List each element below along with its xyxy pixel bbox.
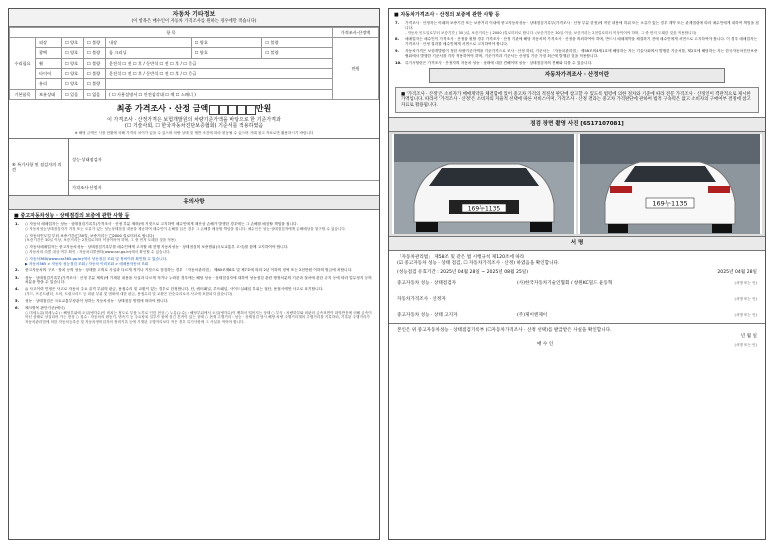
signers <box>389 275 765 323</box>
note-text: ◎ 사고이력 인정은 사고로 자동차 주요 골격 부위의 판금, 용접수리 및 교환이 있는 경우로 한정합니다. 단, 쿼터패널, 루프패널, 사이드실패널 부위는 절단, 용접시에만 사고로 표기합니다. <box>25 287 324 292</box>
repair-row <box>10 38 379 48</box>
note-item <box>15 245 373 254</box>
note-number: 9. <box>395 49 399 54</box>
item-name: 유리 <box>36 79 62 89</box>
photo-title: 점검 장면 촬영 사진 [6517107081] <box>389 118 765 132</box>
signer-role: 중고자동차 성능 · 상태 고지자 <box>397 312 458 318</box>
item-name: 외장 <box>36 38 62 48</box>
note-text: 자동차가격은 보험개발원이 정한 차량기준가액을 기준가격으로 조사 · 산정 하되, 기준서는 「자동차관리법」 제58조의4제1호에 해당하는 자는 기술사회에서 발행한 기준서를, 제2호에 해당하는 자는 한국자동차진단보증협회에서 발행한 기준서를 각각 적용하여야 하며, 기준가격과 기준서는 산정일 기준 가장 최근에 발행된 것을 적용합니다. <box>405 49 758 58</box>
callout-title: 자동차가격조사 · 산정이란 <box>429 68 725 83</box>
note-number: 10. <box>395 60 402 65</box>
note-text: ○ 자동차매매업자는 중고자동차성능 · 상태점검기록부를 매수인에게 고지할 때 현행 자동차성능 · 상태점검의 보증범위(국토교통부 고시)를 함께 고지하여야 합니다. <box>25 245 289 250</box>
signer-stamp: (서명 또는 인) <box>734 297 757 302</box>
note-item <box>15 276 373 285</box>
note-number: 1. <box>15 222 19 227</box>
option-bad[interactable]: ☐ 불량 <box>84 48 106 58</box>
sign-section <box>389 236 765 347</box>
col-item: 항 목 <box>10 27 333 37</box>
other-info-subtitle: (이 항목은 매수인이 자동차 가격조사를 원하는 경우에만 적습니다) <box>131 18 257 24</box>
note-item <box>15 234 373 243</box>
note-number: 2. <box>15 268 19 273</box>
note-sub: (후드, 프론트펜더, 도어, 트렁크리드 등 외판 부위 및 범퍼에 대한 판금, 용접수리 및 교환은 단순수리로서 사고에 포함되지 않습니다) <box>25 291 233 296</box>
notice-title: ■ 중고자동차성능 · 상태점검의 보증에 관한 사항 등 <box>14 212 130 219</box>
receipt-text: 본인은 위 중고자동차성능 · 상태점검기록부 (☐자동차가격조사 · 산정 선택)를 발급받은 사실을 확인합니다. <box>389 323 765 334</box>
signer-row <box>389 307 765 323</box>
repair-row <box>10 48 379 58</box>
repair-row <box>10 79 379 89</box>
note-item <box>15 299 373 304</box>
note-sub: ○ 미세누유(미세누수) : 해당부위에 오일(냉각수)이 비치는 정도로 부품 노후로 인한 현상 ○ 누유(누수) : 해당부위에서 오일(냉각수)이 맺혀서 떨어지는 상태 ○ 부식 : 차량하부와 외판의 금속표면이 화학반응에 의해 금속이 아닌 상태로 상실되어 가는 현상 ○ 침수 : 자동차의 원동기, 변속기 등 주요장치 일부가 물에 잠긴 흔적이 있는 상태 ○ 현재 주행거리 : 성능 · 상태점검 당시 해당 차량 주행거리계의 주행거리를 기록하되, 기록된 주행거리가 자동차관리법에 의한 자동차등록증 및 자동차정비업자의 정비기록 등에 기재된 주행거리보다 적은 경우 특기사항에 그 사실을 적어야 합니다. <box>25 310 372 324</box>
option-good[interactable]: ☐ 양호 <box>62 48 84 58</box>
note-item <box>395 61 759 66</box>
note-item <box>395 49 759 58</box>
note-item <box>395 21 759 35</box>
final-price-label: 최종 가격조사 · 산정 금액 <box>116 103 209 113</box>
note-text: ○ 자동차인도일 부터 보증기간(□30일, 보증거리는 □2000 킬로미터로 합니다) <box>25 233 155 238</box>
note-text: ○ 자동차365(www.car365.go.kr)에서 성능점검 조회 및 정비이력 확인할 수 있습니다. <box>25 256 168 261</box>
buyer-stamp: (서명 또는 인) <box>734 342 757 347</box>
option-bad[interactable]: ☐ 불량 <box>84 69 106 79</box>
final-price <box>9 100 379 117</box>
basic-label: 기본품목 <box>10 89 36 99</box>
signer-row <box>389 275 765 291</box>
validity-period: (성능점검 유효기간 : 2025년 04월 28일 ~ 2025년 08월 25일) <box>397 269 529 275</box>
col-price: 가격조사·산정액 <box>333 27 379 37</box>
signer-role: 중고자동차 성능 · 상태점검자 <box>397 280 457 286</box>
repair-row <box>10 69 379 79</box>
repair-table-head <box>10 27 379 37</box>
final-price-unit: 만원 <box>255 103 272 113</box>
photo-row <box>389 132 765 236</box>
option-good[interactable]: ☐ 양호 <box>62 69 84 79</box>
item-name: 휠 <box>36 58 62 68</box>
note-text: 매매업자는 매수인이 가격조사 · 산정을 원할 경우 가격조사 · 산정 기관에 해당 자동차의 가격조사 · 산정을 의뢰하여야 하며, 반드시 매매계약을 체결하기 전에 매수인에게 서면으로 고지하여야 합니다. 이 경우 매매업자는 가격조사 · 산정 결과를 매수인에게 서면으로 고지하여야 합니다. <box>405 37 758 47</box>
guarantee-title: ■ 자동차가격조사 · 산정의 보증에 관한 사항 등 <box>394 12 500 18</box>
repair-row <box>10 89 379 99</box>
note-number <box>15 245 25 254</box>
note-number: 6. <box>15 306 19 311</box>
repair-row <box>10 58 379 68</box>
buyer-label: 매 수 인 <box>537 341 554 347</box>
option-bad[interactable]: ☐ 없음 <box>84 89 106 99</box>
note-text: 체크항목 판단기준(예시) <box>25 306 65 311</box>
note-item <box>395 37 759 46</box>
price-line-2: (☐ 기술사회, ☐ 한국자동차진단보증협회) 기준서를 적용하였음 <box>124 123 264 130</box>
other-info-header <box>9 9 379 27</box>
signer-stamp: (서명 또는 인) <box>734 313 757 318</box>
repair-table-body <box>10 38 379 100</box>
notice-bar: 유의사항 <box>9 196 379 210</box>
group-label: 수리필요 <box>10 38 36 89</box>
option-good[interactable]: ☐ 양호 <box>62 38 84 48</box>
signer-row <box>389 291 765 307</box>
opinion-appraiser: 가격조사·산정자 <box>72 185 102 191</box>
validity-row <box>389 267 765 276</box>
option-bad[interactable]: ☐ 불량 <box>84 79 106 89</box>
price-desc: ※ 해당 금액은 시장 현황에 의해 가격의 차이가 있을 수 있으며 차량 상태 및 제반 조건에 따라 변동될 수 있으며 거래 참고 자료로만 활용하시기 바랍니다 <box>74 131 314 136</box>
item-name: 타이어 <box>36 69 62 79</box>
left-page <box>8 8 380 540</box>
plate-text: 169누1135 <box>467 205 501 213</box>
note-number <box>15 234 25 243</box>
sign-title: 서 명 <box>389 237 765 251</box>
option-good[interactable]: ☐ 있음 <box>62 89 84 99</box>
note-text: 성능 · 상태점검기록부(가격조사 · 산정 부분 제외)에 기재된 내용을 사실과 다르게 적거나 누락한 경우에는 해당 성능 · 상태점검자에 대하여 성능점검 관련 행정처분의 기준과 절차에 관한 규칙 등에 따라 업무정지 등의 처분을 받을 수 있습니다. <box>25 275 372 285</box>
option-bad[interactable]: ☐ 불량 <box>84 58 106 68</box>
guarantee-list <box>389 21 765 65</box>
callout-box: ■ '가격조사 · 산정'은 소비자가 매매계약을 체결함에 있어 중고차 가격의 적절성 판단에 참고할 수 있도록 법령에 의한 절차와 기준에 따라 전문 가격조사 · 산정인이 객관적으로 제시한 가액입니다. 따라서 '가격조사 · 산정'은 소비자의 자율적 선택에 따른 서비스이며, 가격조사 · 산정 결과는 중고차 가격판단에 관하여 법적 구속력은 없고 소비자의 구매여부 결정에 참고자료로 활용됩니다. <box>395 87 759 114</box>
note-item <box>15 306 373 324</box>
item-options-b[interactable]: 운전석 ☐ 전 ☐ 후 / 동반석 ☐ 전 ☐ 후 / ☐ 응급 <box>106 69 333 79</box>
option-bad-b[interactable]: ☐ 불량 <box>262 48 333 58</box>
note-item <box>15 268 373 273</box>
signer-org: (사)한국자동차기술인협회 / 창원KC밀드 윤동혁 <box>517 280 613 286</box>
note-number: 4. <box>15 287 19 292</box>
buyer-row <box>389 340 765 348</box>
plate-text: 169누1135 <box>652 199 688 208</box>
item-options-b[interactable]: 운전석 ☐ 전 ☐ 후 / 동반석 ☐ 전 ☐ 후 / ☐ 응급 <box>106 58 333 68</box>
note-text: 특기사항란은 가격조사 · 산정자의 자동차 성능 · 상태에 대한 견해이며 성능 · 상태점검자의 견해와 다를 수 있습니다. <box>405 60 593 65</box>
option-good-b[interactable]: ☐ 양호 <box>191 48 262 58</box>
price-unit: 만원 <box>333 38 379 100</box>
price-box <box>245 105 256 115</box>
receipt-date: 년 월 일 <box>740 334 757 340</box>
repair-table <box>9 27 379 100</box>
notice-list <box>9 222 379 324</box>
car-photo-front <box>392 134 576 234</box>
item-name: 보유상태 <box>36 89 62 99</box>
option-good[interactable]: ☐ 양호 <box>62 58 84 68</box>
note-number: 8. <box>395 37 399 42</box>
note-sub: ▶ 자동차365 > 자동차 성능점검 조회 / 자동차 이력조회 > 매매용자동차 조회 <box>25 261 149 266</box>
note-item <box>15 257 373 266</box>
note-item <box>15 287 373 296</box>
sign-line-2: (☑ 중고자동차 성능 · 상태 점검, ☐ 자동차가격조사 · 산정) 하였음을 확인합니다. <box>397 260 560 266</box>
item-options-b[interactable] <box>106 79 333 89</box>
option-good-b[interactable]: ☐ 양호 <box>191 38 262 48</box>
item-options-b[interactable]: ( ☐ 사용설명서 ☐ 안전삼각대 ☐ 잭 ☐ 스패너 ) <box>106 89 333 99</box>
opinion-label: ⑥ 특기사항 및 점검자의 의견 <box>9 139 69 195</box>
note-text: ○ 자동차 매매업자는 성능 · 상태점검기록부(가격조사 · 산정 부분 제외)에 거짓으로 고지하여 매수인에게 재산상 손해가 발생한 경우에는 그 손해를 배상할 책임을 집니다. <box>25 222 298 227</box>
note-text: 가격조사 · 산정자는 아래의 보증기간 또는 보증거리 이내에 중고자동차성능 · 상태점검기록부(가격조사 · 산정 부분 한정)에 적힌 내용에 허위 또는 오류가 있는 경우 계약 또는 관계법령에 따라 매수인에게 대하여 책임을 집니다. <box>405 21 759 30</box>
opinion-inspector: 성능·상태점검자 <box>69 139 379 181</box>
sign-date: 2025년 04월 28일 <box>717 269 757 275</box>
car-photo-rear <box>578 134 762 234</box>
item-name-b: 룸 크리닝 <box>106 48 192 58</box>
note-number <box>15 257 25 266</box>
note-number: 7. <box>395 21 399 26</box>
note-sub: (보증기간은 30일 이상, 보증거리는 2천킬로미터 이상이어야 하며, 그 중 먼저 도래한 것을 적용) <box>25 238 176 243</box>
note-number: 3. <box>15 275 19 280</box>
photo-section <box>389 117 765 236</box>
note-sub: ○ 자동차성능상태점검자가 거짓 또는 오류가 있는 성능상태점검 내용을 제공하여 매수인이 손해를 입은 경우 그 손해를 배상할 책임을 집니다. 매수인은 성능·상태점검자에게 손해배상을 청구할 수 있습니다. <box>25 226 346 231</box>
option-bad-b[interactable]: ☐ 불량 <box>262 38 333 48</box>
note-text: 중고자동차의 구조 · 장치 등의 성능 · 상태를 고의로 사실과 다르게 적거나 거짓으로 점검하는 경우 「자동차관리법」 제80조제6호 및 제7호에 따라 2년 이하의 징역 또는 2천만원 이하의 벌금에 처합니다. <box>25 268 353 273</box>
note-number: 5. <box>15 298 19 303</box>
item-name-b: 내장 <box>106 38 192 48</box>
note-item <box>15 222 373 231</box>
signer-stamp: (서명 또는 인) <box>734 281 757 286</box>
signer-org: (주)제이엔제이 <box>517 312 548 318</box>
item-name: 광택 <box>36 48 62 58</box>
note-sub: ○ 자동차의 리콜 대상 여부 확인 : 자동차리콜센터(www.car.go.kr)에서 확인할 수 있습니다. <box>25 249 171 254</box>
other-info-title: 자동차 기타정보 <box>172 11 216 18</box>
right-page <box>388 8 766 540</box>
sign-line-1: 「자동차관리법」 제58조 및 같은 법 시행규칙 제120조에 따라 <box>397 255 525 261</box>
signer-role: 자동차가격조사 · 산정자 <box>397 296 446 302</box>
price-line-1: 이 가격조사 · 산정가격은 보험개발원의 차량기준가액을 바탕으로 한 기준가격과 <box>107 116 281 123</box>
option-good[interactable]: ☐ 양호 <box>62 79 84 89</box>
opinion-section <box>9 138 379 196</box>
note-sub: - 자동차 인도일로부터 보증기간 ( 30 )일, 보증거리는 ( 2000 )킬로미터로 합니다. (보증기간은 30일 이상, 보증거리는 2천킬로미터 이상이어야 하며, 그 중 먼저 도래한 것을 적용합니다) <box>405 30 697 35</box>
option-bad[interactable]: ☐ 불량 <box>84 38 106 48</box>
note-text: 성능 · 상태점검은 국토교통부장관이 정하는 자동차성능 · 상태점검 방법에 따라야 합니다. <box>25 298 169 303</box>
